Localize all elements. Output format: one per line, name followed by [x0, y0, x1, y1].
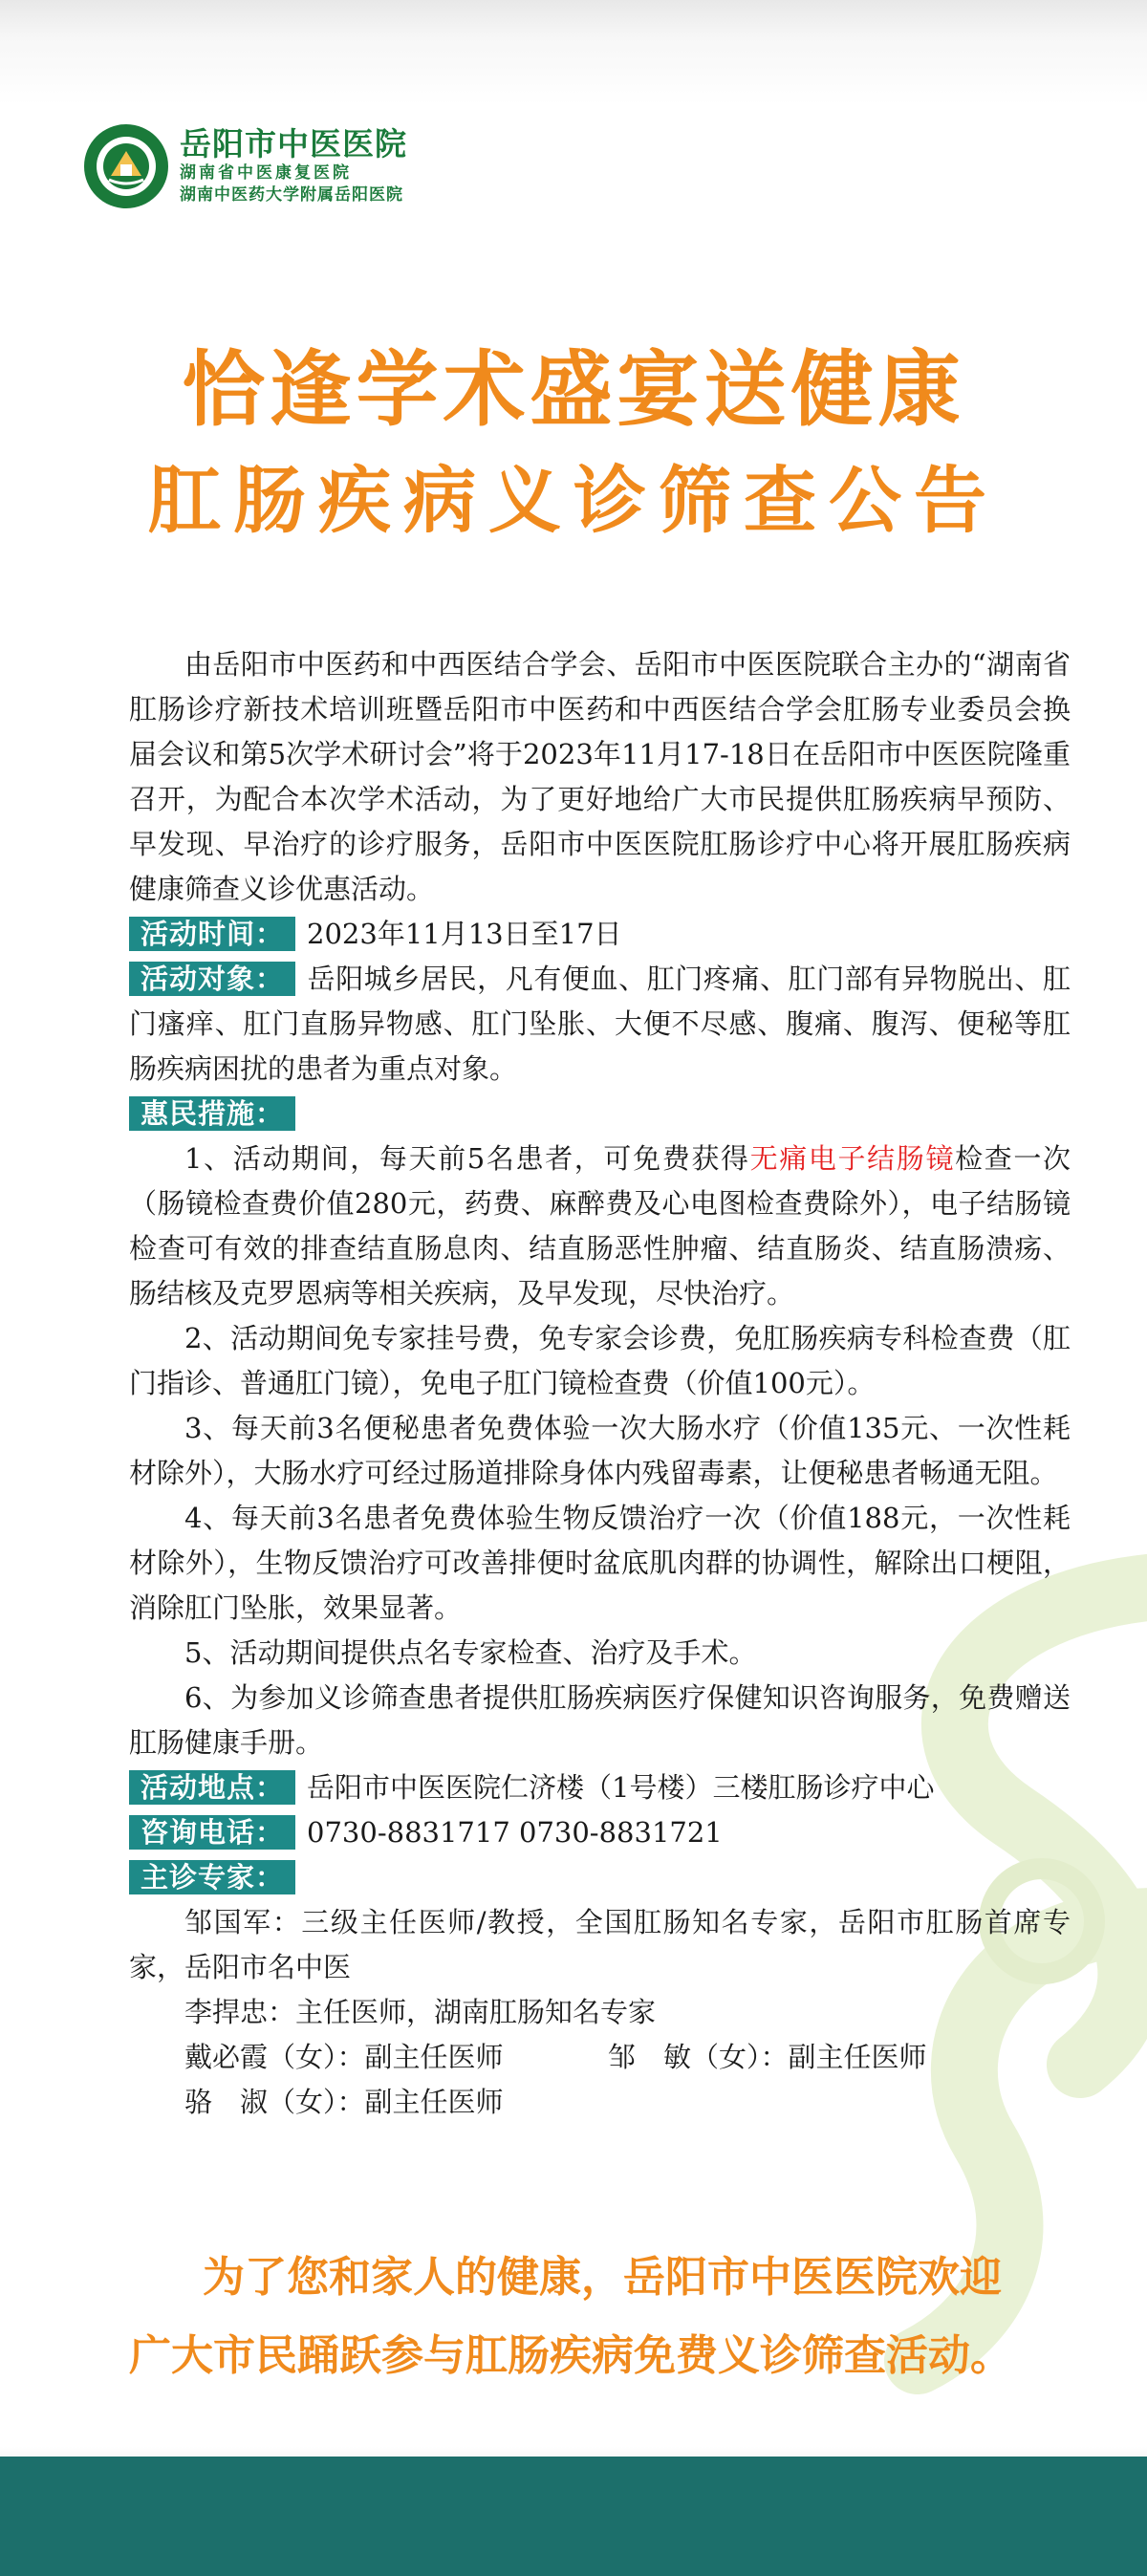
hospital-name: 岳阳市中医医院	[180, 125, 407, 162]
target-row	[129, 957, 1071, 1092]
hospital-subtitle-1: 湖南省中医康复医院	[180, 163, 352, 183]
measures-row	[129, 1092, 1071, 1136]
location-value: 岳阳市中医医院仁济楼（1号楼）三楼肛肠诊疗中心	[307, 1771, 935, 1804]
experts-label: 主诊专家：	[129, 1860, 295, 1894]
measure-item-4: 4、每天前3名患者免费体验生物反馈治疗一次（价值188元，一次性耗材除外），生物反馈治疗可改善排便时盆底肌肉群的协调性，解除出口梗阻，消除肛门坠胀，效果显著。	[129, 1502, 1071, 1624]
hospital-name-block	[180, 126, 407, 206]
measure-item-3: 3、每天前3名便秘患者免费体验一次大肠水疗（价值135元、一次性耗材除外），大肠水疗可经过肠道排除身体内残留毒素，让便秘患者畅通无阻。	[129, 1412, 1071, 1489]
phone-label: 咨询电话：	[129, 1815, 295, 1850]
sub-title: 肛肠疾病义诊筛查公告	[148, 458, 999, 543]
target-label: 活动对象：	[129, 962, 295, 996]
location-label: 活动地点：	[129, 1770, 295, 1805]
measure-1-post: 检查一次（肠镜检查费价值280元，药费、麻醉费及心电图检查费除外），电子结肠镜检查可有效的排查结直肠息肉、结直肠恶性肿瘤、结直肠炎、结直肠溃疡、肠结核及克罗恩病等相关疾病，及早发现，尽快治疗。	[129, 1142, 1071, 1310]
measures-label: 惠民措施：	[129, 1096, 295, 1131]
phone-value: 0730-8831717 0730-8831721	[307, 1816, 723, 1849]
slogan-line-1: 为了您和家人的健康，岳阳市中医医院欢迎	[203, 2253, 1002, 2302]
expert-3: 戴必霞（女）：副主任医师	[184, 2041, 504, 2073]
measure-item-1	[129, 1136, 1071, 1316]
location-row	[129, 1765, 1071, 1810]
announcement-body	[129, 642, 1071, 2125]
time-value: 2023年11月13日至17日	[307, 918, 622, 950]
expert-1: 邹国军：三级主任医师/教授，全国肛肠知名专家，岳阳市肛肠首席专家，岳阳市名中医	[129, 1906, 1071, 1983]
target-value: 岳阳城乡居民，凡有便血、肛门疼痛、肛门部有异物脱出、肛门瘙痒、肛门直肠异物感、肛门坠胀、大便不尽感、腹痛、腹泻、便秘等肛肠疾病困扰的患者为重点对象。	[129, 963, 1071, 1085]
footer-band	[0, 2457, 1147, 2576]
hospital-seal-icon	[82, 122, 170, 210]
hospital-subtitle-2: 湖南中医药大学附属岳阳医院	[180, 185, 403, 205]
measure-item-6: 6、为参加义诊筛查患者提供肛肠疾病医疗保健知识咨询服务，免费赠送肛肠健康手册。	[129, 1681, 1071, 1759]
main-title: 恰逢学术盛宴送健康	[182, 342, 965, 438]
measure-1-highlight: 无痛电子结肠镜	[749, 1142, 956, 1175]
slogan-line-2: 广大市民踊跃参与肛肠疾病免费义诊筛查活动。	[129, 2331, 1012, 2380]
expert-2: 李捍忠：主任医师，湖南肛肠知名专家	[184, 1996, 657, 2028]
hospital-logo	[82, 122, 407, 210]
time-label: 活动时间：	[129, 917, 295, 951]
experts-row	[129, 1855, 1071, 1900]
measure-item-5: 5、活动期间提供点名专家检查、治疗及手术。	[184, 1636, 757, 1669]
expert-row-3	[129, 2035, 1071, 2080]
intro-paragraph: 由岳阳市中医药和中西医结合学会、岳阳市中医医院联合主办的“湖南省肛肠诊疗新技术培训班暨岳阳市中医药和中西医结合学会肛肠专业委员会换届会议和第5次学术研讨会”将于2023年11月17-18日在岳阳市中医医院隆重召开，为配合本次学术活动，为了更好地给广大市民提供肛肠疾病早预防、早发现、早治疗的诊疗服务，岳阳市中医医院肛肠诊疗中心将开展肛肠疾病健康筛查义诊优惠活动。	[129, 648, 1071, 905]
expert-5: 骆 淑（女）：副主任医师	[184, 2086, 504, 2118]
measure-1-pre: 1、活动期间，每天前5名患者，可免费获得	[184, 1142, 750, 1175]
phone-row	[129, 1810, 1071, 1855]
expert-4: 邹 敏（女）：副主任医师	[608, 2041, 927, 2073]
measure-item-2: 2、活动期间免专家挂号费，免专家会诊费，免肛肠疾病专科检查费（肛门指诊、普通肛门镜），免电子肛门镜检查费（价值100元）。	[129, 1322, 1071, 1399]
time-row	[129, 912, 1071, 957]
